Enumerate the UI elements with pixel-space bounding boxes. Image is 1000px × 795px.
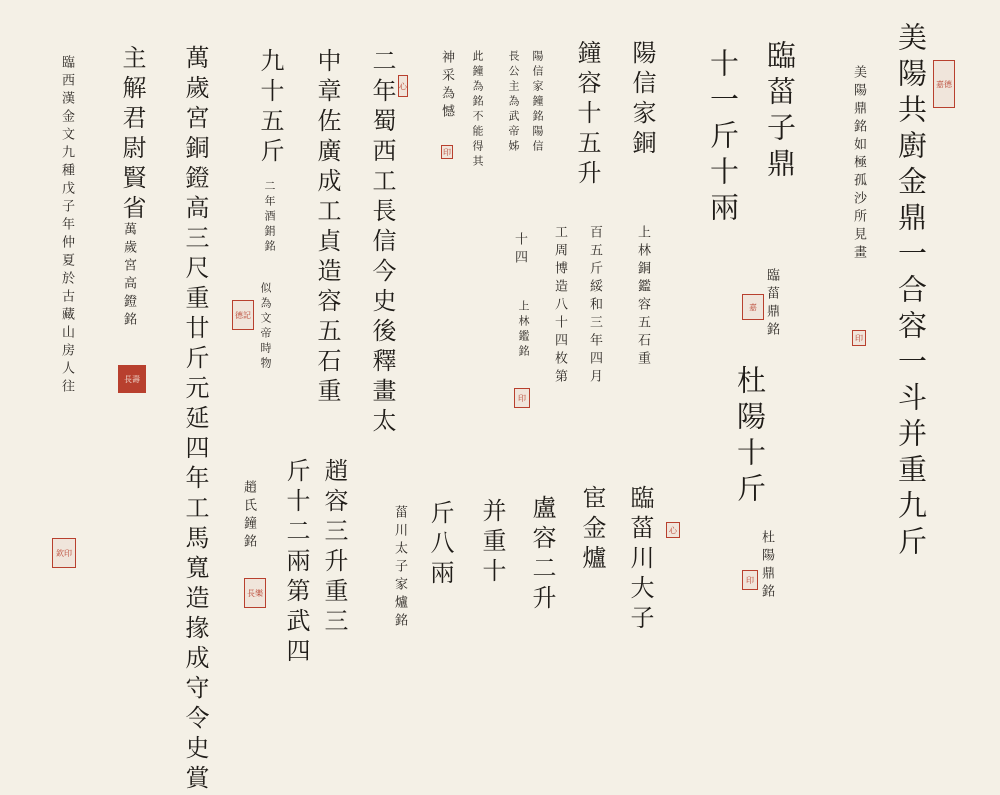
column-zichuan-taizi: 臨菑川大子 [626, 485, 654, 635]
column-wansui-gong: 萬歲宮銅鐙高三尺重廿斤元延四年工馬寬造掾成守令史賞 [181, 45, 209, 795]
column-jin-ba-liang: 斤八兩 [426, 500, 454, 590]
seal-stamp: 心 [398, 75, 408, 97]
seal-stamp: 長樂 [244, 578, 266, 608]
column-wubai-jin: 百五斤綏和三年四月 [587, 225, 602, 387]
column-jiushiwu-jin: 九十五斤 [256, 48, 284, 168]
annotation-shanglin-jian: 上林鑑銘 [517, 300, 530, 360]
seal-stamp: 心 [666, 522, 680, 538]
annotation-wansui-deng: 萬歲宮高鐙銘 [121, 222, 136, 330]
column-duyang: 杜陽十斤 [733, 365, 767, 509]
annotation-meiyang: 美陽鼎銘如極孤沙所見畫 [851, 65, 866, 263]
column-lu-rong: 盧容二升 [528, 495, 556, 615]
column-zhong-zhang: 中章佐廣成工貞造容五石重 [313, 48, 341, 408]
annotation-zhanggong-zhu: 長公主為武帝姊 [507, 50, 520, 155]
column-shu-xigong: 二年蜀西工長信今史後釋畫太 [368, 48, 396, 438]
column-zhujie-wei: 主解君尉賢省 [118, 45, 146, 225]
seal-stamp: 印 [852, 330, 866, 346]
seal-stamp: 印 [742, 570, 758, 590]
annotation-zichuan-lu: 菑川太子家爐銘 [392, 505, 407, 631]
annotation-wendi: 似為文帝時物 [259, 282, 272, 372]
column-jin-shier-liang: 斤十二兩第武四 [282, 458, 310, 668]
column-linzi-ding: 臨菑子鼎 [763, 40, 797, 184]
annotation-yangxin-zhong: 陽信家鐘銘陽信 [531, 50, 544, 155]
column-gongzhou-bo: 工周博造八十四枚第 [552, 225, 567, 387]
column-huanjin-lu: 宦金爐 [578, 485, 606, 575]
colophon: 臨西漢金文九種戊子年仲夏於古藏山房人往 [59, 55, 74, 397]
column-bing-zhong: 并重十 [478, 498, 506, 588]
annotation-shencai: 神采為憾 [439, 50, 454, 122]
seal-stamp: 印 [514, 388, 530, 408]
column-zhong-rong: 鐘容十五升 [573, 40, 601, 190]
column-shanglin-jian: 上林銅鑑容五石重 [635, 225, 650, 369]
column-shisi: 十四 [512, 232, 527, 268]
seal-stamp: 嘉德 [933, 60, 955, 108]
annotation-linzi: 臨菑鼎銘 [764, 268, 779, 340]
seal-stamp: 欽印 [52, 538, 76, 568]
seal-stamp: 德記 [232, 300, 254, 330]
annotation-duyang: 杜陽鼎銘 [759, 530, 774, 602]
column-weight-11jin: 十一斤十兩 [706, 48, 740, 228]
seal-stamp: 長壽 [118, 365, 146, 393]
column-meiyang-ding: 美陽共廚金鼎一合容一斗并重九斤 [894, 22, 928, 562]
seal-stamp: 印 [441, 145, 453, 159]
annotation-erjiu-xuan: 二年酒鋗銘 [263, 180, 276, 255]
seal-stamp: 嘉 [742, 294, 764, 320]
annotation-zhao-zhong: 趙氏鐘銘 [241, 480, 256, 552]
column-zhao-rong: 趙容三升重三 [320, 458, 348, 638]
column-yangxin: 陽信家銅 [628, 40, 656, 160]
annotation-ci-zhong: 此鐘為銘不能得其 [471, 50, 484, 170]
